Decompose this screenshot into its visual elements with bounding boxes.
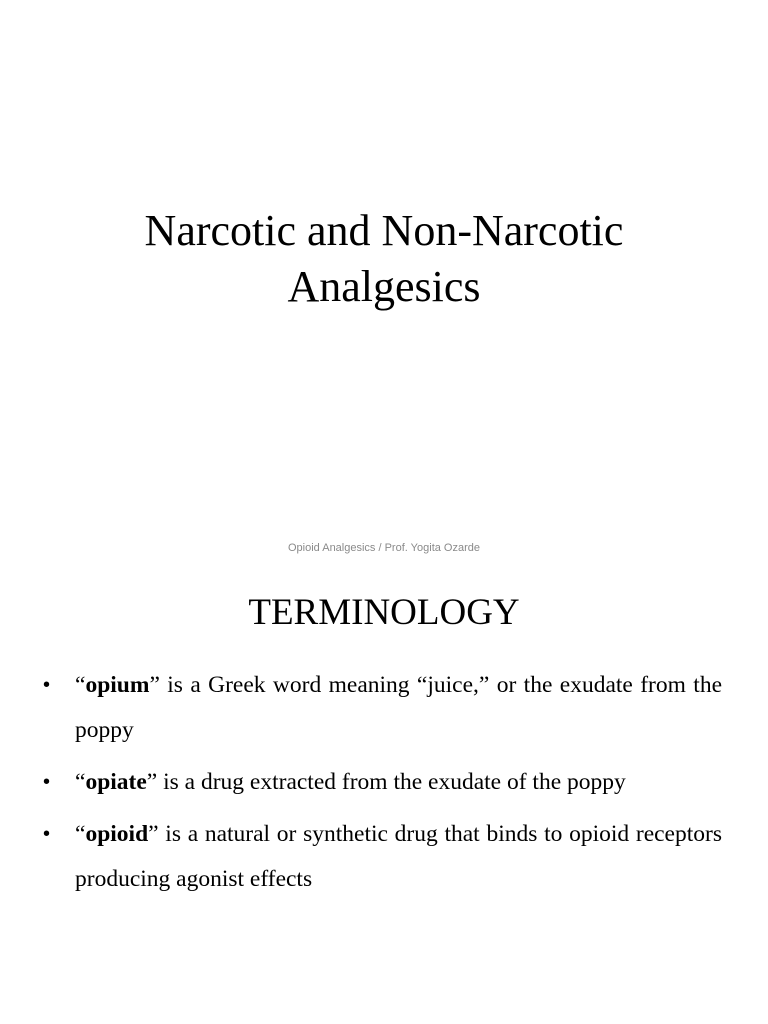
- slide-title: [0, 203, 768, 315]
- list-item-opium: [43, 663, 722, 753]
- slide-title-line-2: Analgesics: [287, 262, 481, 311]
- list-item-text: [75, 663, 722, 753]
- bullet-icon: •: [43, 823, 51, 845]
- bullet-icon: •: [43, 674, 51, 696]
- section-heading: TERMINOLOGY: [248, 592, 520, 633]
- open-quote: “: [75, 672, 86, 698]
- term-opioid: opioid: [85, 821, 149, 847]
- bullet-icon: •: [43, 771, 51, 793]
- slide-title-line-1: Narcotic and Non-Narcotic: [144, 206, 624, 255]
- terminology-list: [43, 663, 722, 909]
- term-opiate: opiate: [85, 769, 147, 795]
- definition-opioid: ” is a natural or synthetic drug that binds to opioid receptors producing agonist effects: [75, 821, 722, 892]
- slide-footer: Opioid Analgesics / Prof. Yogita Ozarde: [287, 542, 480, 554]
- term-opium: opium: [85, 672, 150, 698]
- list-item-text: [75, 760, 722, 805]
- list-item-opioid: [43, 812, 722, 902]
- open-quote: “: [75, 769, 86, 795]
- list-item-opiate: [43, 760, 722, 805]
- definition-opium: ” is a Greek word meaning “juice,” or the exudate from the poppy: [75, 672, 722, 743]
- open-quote: “: [75, 821, 86, 847]
- definition-opiate: ” is a drug extracted from the exudate of the poppy: [146, 769, 626, 795]
- list-item-text: [75, 812, 722, 902]
